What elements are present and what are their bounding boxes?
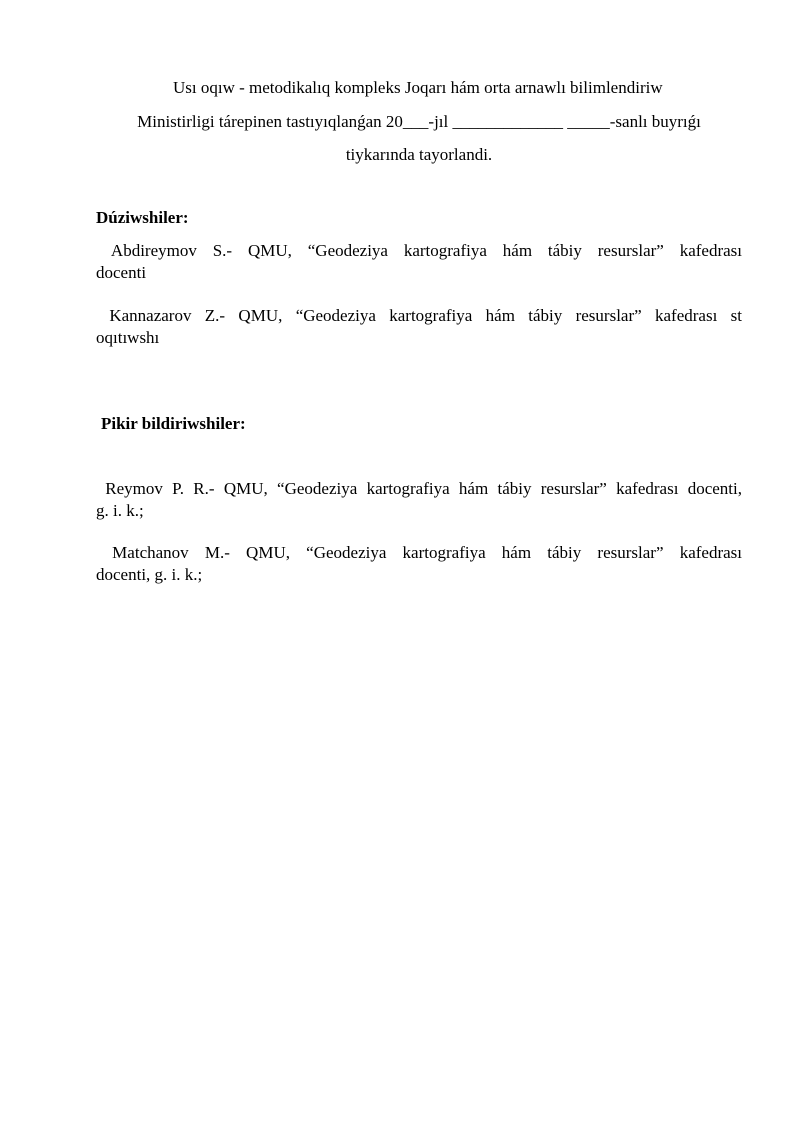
intro-line-3: tiykarında tayorlandi. — [345, 145, 493, 164]
reviewer-entry-line-2: g. i. k.; — [96, 501, 144, 520]
reviewer-entry-line-1: Matchanov M.- QMU, “Geodeziya kartografiya hám tábiy resurslar” kafedrası — [96, 543, 742, 562]
intro-line-2: Ministirligi tárepinen tastıyıqlanǵan 20___-jıl _____________ _____-sanlı buyrıǵı — [137, 112, 701, 131]
author-entry-line-1: Abdireymov S.- QMU, “Geodeziya kartografiya hám tábiy resurslar” kafedrası — [96, 241, 742, 260]
reviewer-entry — [96, 542, 742, 586]
reviewer-entry-line-2: docenti, g. i. k.; — [96, 565, 203, 584]
author-entry-line-1: Kannazarov Z.- QMU, “Geodeziya kartografiya hám tábiy resurslar” kafedrası st — [96, 306, 742, 325]
reviewers-heading: Pikir bildiriwshiler: — [101, 414, 246, 433]
author-entry-line-2: oqıtıwshı — [96, 328, 160, 347]
author-entry-line-2: docenti — [96, 263, 147, 282]
author-entry — [96, 240, 742, 284]
reviewer-entry-line-1: Reymov P. R.- QMU, “Geodeziya kartografiya hám tábiy resurslar” kafedrası docenti, — [96, 479, 742, 498]
authors-heading: Dúziwshiler: — [96, 208, 189, 227]
reviewer-entry — [96, 478, 742, 522]
intro-line-1: Usı oqıw - metodikalıq kompleks Joqarı hám orta arnawlı bilimlendiriw — [173, 78, 663, 97]
author-entry — [96, 305, 742, 349]
